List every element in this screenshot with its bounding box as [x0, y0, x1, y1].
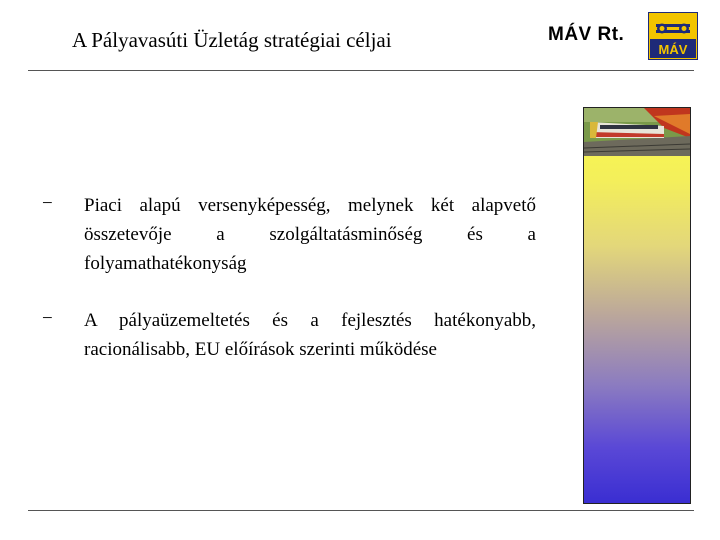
- mav-logo: [648, 12, 698, 60]
- page-title: A Pályavasúti Üzletág stratégiai céljai: [72, 28, 392, 52]
- logo-text: MÁV: [658, 42, 688, 57]
- bullet-text: Piaci alapú versenyképesség, melynek két alapvető összetevője a szolgáltatásminőség és a folyamathatékonyság: [84, 195, 536, 274]
- footer-divider: [28, 510, 694, 511]
- header-divider: [28, 70, 694, 71]
- train-photo: [584, 108, 690, 156]
- bullet-marker: −: [42, 308, 53, 329]
- bullet-text: A pályaüzemeltetés és a fejlesztés hatékonyabb, racionálisabb, EU előírások szerinti működése: [84, 310, 536, 360]
- side-panel: [583, 107, 691, 504]
- company-name: MÁV Rt.: [548, 24, 625, 45]
- bullet-marker: −: [42, 193, 53, 214]
